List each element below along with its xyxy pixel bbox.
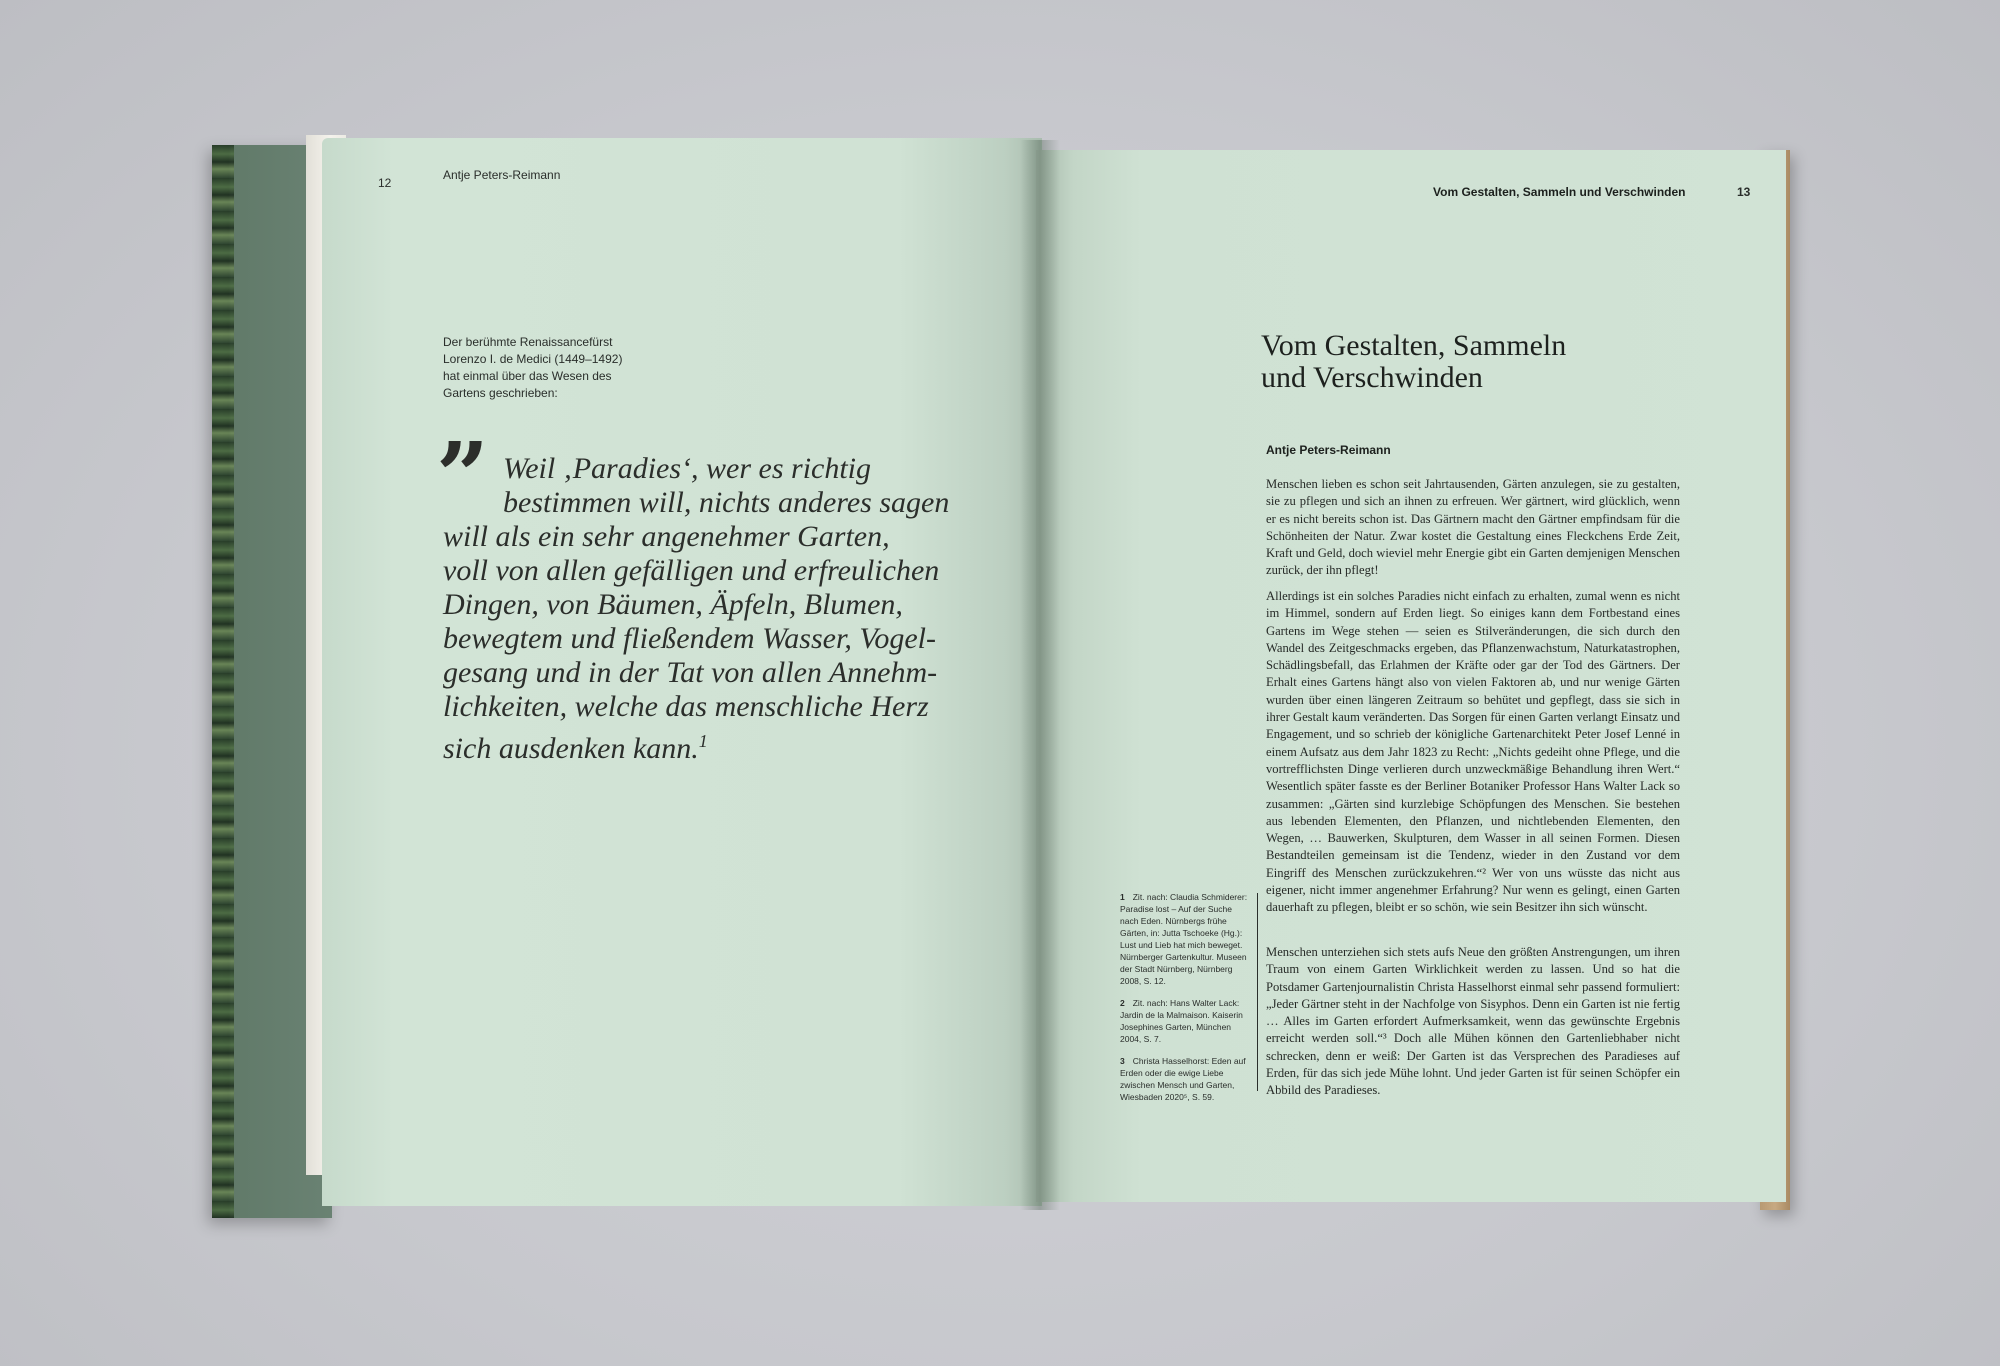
chapter-title xyxy=(1261,330,1566,394)
page-number-left: 12 xyxy=(378,176,392,190)
chapter-author: Antje Peters-Reimann xyxy=(1266,443,1391,457)
footnote xyxy=(1120,891,1250,987)
footnote xyxy=(1120,997,1250,1045)
footnote-ref: 1 xyxy=(698,731,708,751)
quotation-mark-icon: ” xyxy=(436,422,489,530)
footnotes xyxy=(1120,891,1250,1113)
chapter-title-line: Vom Gestalten, Sammeln xyxy=(1261,329,1567,362)
quote-line: bewegtem und fließendem Wasser, Vogel- xyxy=(443,622,936,655)
body-paragraph: Menschen lieben es schon seit Jahrtausenden, Gärten anzulegen, sie zu gestalten, sie zu pflegen und sich an ihnen zu erfreuen. Wer gärtnert, wird glücklich, wenn er es nicht bereits schon ist. Das Gärtnern macht den Gärtner empfindsam für die Schönheiten der Natur. Zwar kostet die Gestaltung eines Fleckchens Erde Zeit, Kraft und Geld, doch wieviel mehr Energie gibt ein Garten demjenigen Menschen zurück, der ihn pflegt! xyxy=(1266,477,1680,578)
footnote-text: Christa Hasselhorst: Eden auf Erden oder die ewige Liebe zwischen Mensch und Garten, Wiesbaden 2020⁵, S. 59. xyxy=(1120,1056,1246,1102)
footnote-text: Zit. nach: Claudia Schmiderer: Paradise lost – Auf der Suche nach Eden. Nürnbergs frühe Gärten, in: Jutta Tschoeke (Hg.): Lust und Lieb hat mich beweget. Nürnberger Gartenkultur. Museen der Stadt Nürnberg, Nürnberg 2008, S. 12. xyxy=(1120,892,1248,986)
quote-line: bestimmen will, nichts anderes sagen xyxy=(503,486,950,519)
running-head-left: Antje Peters-Reimann xyxy=(443,168,561,182)
footnote-number: 2 xyxy=(1120,998,1125,1008)
running-head-right: Vom Gestalten, Sammeln und Verschwinden xyxy=(1433,185,1686,199)
quote-line: Dingen, von Bäumen, Äpfeln, Blumen, xyxy=(443,588,903,621)
footnote xyxy=(1120,1055,1250,1103)
chapter-title-line: und Verschwinden xyxy=(1261,361,1483,394)
footnote-number: 1 xyxy=(1120,892,1125,902)
footnote-number: 3 xyxy=(1120,1056,1125,1066)
page-number-right: 13 xyxy=(1737,185,1751,199)
quote-line: voll von allen gefälligen und erfreulichen xyxy=(443,554,940,587)
footnote-text: Zit. nach: Hans Walter Lack: Jardin de la Malmaison. Kaiserin Josephines Garten, München 2004, S. 7. xyxy=(1120,998,1243,1044)
quote-line: will als ein sehr angenehmer Garten, xyxy=(443,520,890,553)
quote-line: gesang und in der Tat von allen Annehm- xyxy=(443,656,938,689)
quote-line: Weil ‚Paradies‘, wer es richtig xyxy=(503,452,872,485)
quote-line: lichkeiten, welche das menschliche Herz xyxy=(443,690,929,723)
footnote-divider xyxy=(1257,893,1258,1091)
body-paragraph: Allerdings ist ein solches Paradies nicht einfach zu erhalten, zumal wenn es nicht im Himmel, sondern auf Erden liegt. So einiges kann dem Fortbestand eines Gartens im Wege stehen — seien es Stilveränderungen, die sich durch den Wandel des Zeitgeschmacks ergeben, das Pflanzenwachstum, Naturkatastrophen, Schädlingsbefall, das Erlahmen der Kräfte oder gar der Tod des Gärtners. Der Erhalt eines Gartens hängt also von vielen Faktoren ab, und nur wenige Gärten wurden über einen längeren Zeitraum so behütet und gepflegt, dass sie sich in ihrer Gestalt kaum veränderten. Das Sorgen für einen Garten verlangt Einsatz und Engagement, und so schrieb der königliche Gartenarchitekt Peter Josef Lenné in einem Aufsatz aus dem Jahr 1823 zu Recht: „Nichts gedeiht ohne Pflege, und die vortrefflichsten Dinge verlieren durch unzweckmäßige Behandlung ihren Wert.“ Wesentlich später fasste es der Berliner Botaniker Professor Hans Walter Lack so zusammen: „Gärten sind kurzlebige Schöpfungen des Menschen. Sie bestehen aus lebenden Elementen, den Pflanzen, und nichtlebenden Elementen, den Wegen, … Bauwerken, Skulpturen, dem Wasser in all seinen Formen. Diesen Bestandteilen gemeinsam ist die Tendenz, wieder in den Zustand vor dem Eingriff des Menschen zurückzukehren.“² Wer von uns wüsste das nicht aus eigener, nicht immer angenehmer Erfahrung? Nur wenn es gelingt, einen Garten dauerhaft zu pflegen, bleibt er so schön, wie sein Besitzer ihn sich wünscht. xyxy=(1266,589,1680,915)
quote-line-last xyxy=(443,724,708,766)
book-gutter xyxy=(1020,140,1060,1210)
cover-foliage-image xyxy=(212,145,234,1218)
quote-line-text: sich ausdenken kann. xyxy=(443,732,699,765)
body-paragraph: Menschen unterziehen sich stets aufs Neue den größten Anstrengungen, um ihren Traum von einem Garten Wirklichkeit werden zu lassen. Und so hat die Potsdamer Gartenjournalistin Christa Hasselhorst einmal sehr passend formuliert: „Jeder Gärtner steht in der Nachfolge von Sisyphos. Denn ein Garten ist nie fertig … Alles im Garten erfordert Aufmerksamkeit, wenn das gewünschte Ergebnis erreicht werden soll.“³ Doch alle Mühen können den Gartenliebhaber nicht schrecken, denn er weiß: Der Garten ist das Versprechen des Paradieses auf Erden, für das sich jede Mühe lohnt. Und jeder Garten ist für seinen Schöpfer ein Abbild des Paradieses. xyxy=(1266,945,1680,1098)
intro-text: Der berühmte Renaissancefürst Lorenzo I. de Medici (1449–1492) hat einmal über das Wesen des Gartens geschrieben: xyxy=(443,335,623,400)
